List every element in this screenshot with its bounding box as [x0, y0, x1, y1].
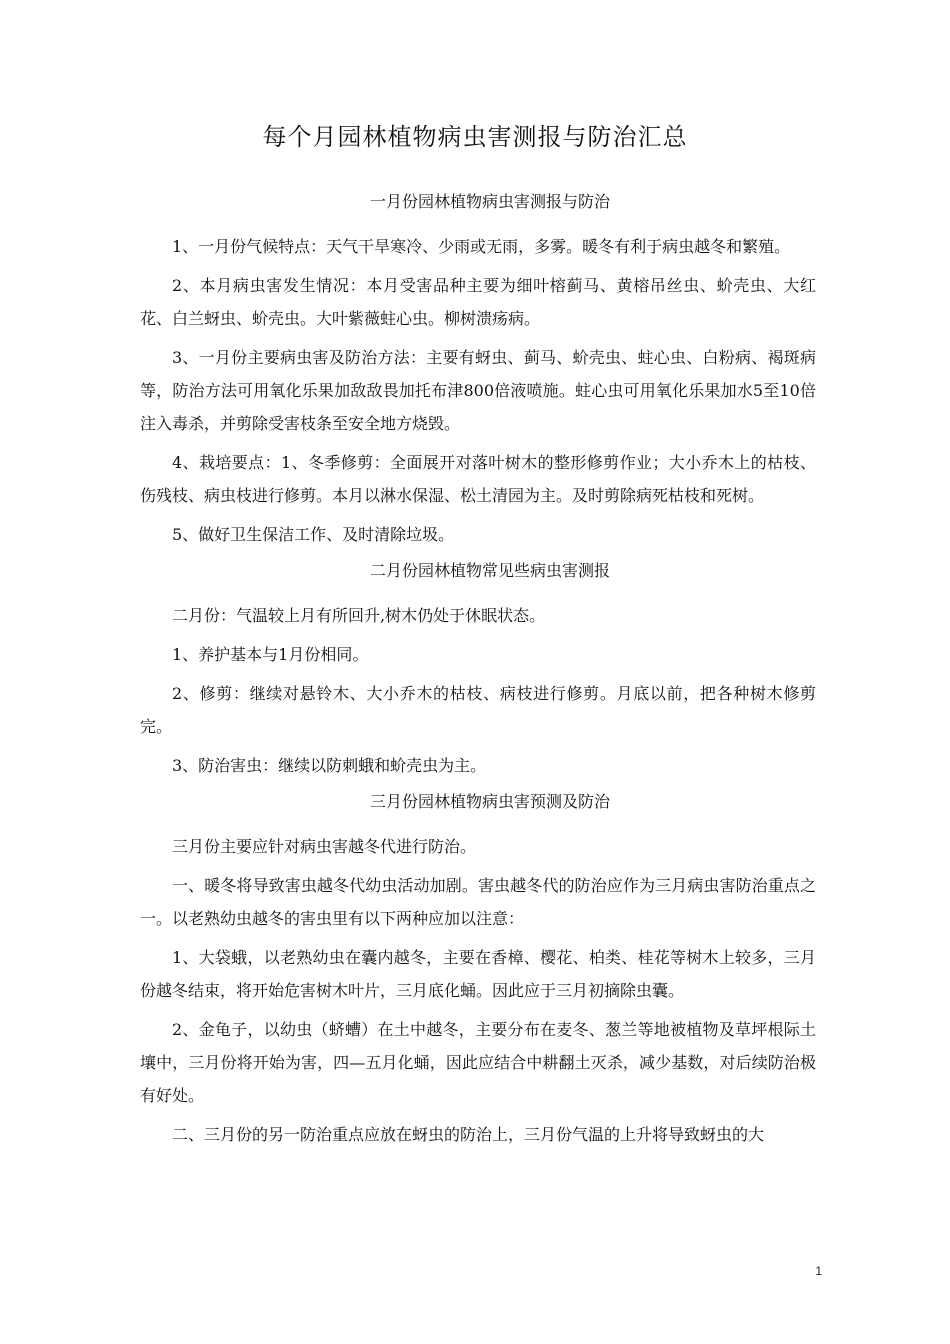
section-january — [140, 190, 816, 551]
paragraph: 2、本月病虫害发生情况：本月受害品种主要为细叶榕蓟马、黄榕吊丝虫、蚧壳虫、大红花、白兰蚜虫、蚧壳虫。大叶紫薇蛀心虫。柳树溃疡病。 — [140, 276, 816, 328]
paragraph: 三月份主要应针对病虫害越冬代进行防治。 — [172, 837, 477, 856]
paragraph: 二、三月份的另一防治重点应放在蚜虫的防治上，三月份气温的上升将导致蚜虫的大 — [172, 1125, 765, 1144]
paragraph: 3、防治害虫：继续以防刺蛾和蚧壳虫为主。 — [172, 756, 487, 775]
section-heading: 三月份园林植物病虫害预测及防治 — [369, 792, 610, 811]
paragraph: 2、修剪：继续对悬铃木、大小乔木的枯枝、病枝进行修剪。月底以前，把各种树木修剪完。 — [140, 684, 816, 736]
section-heading: 一月份园林植物病虫害测报与防治 — [369, 192, 610, 211]
document-body — [140, 190, 816, 1157]
paragraph: 3、一月份主要病虫害及防治方法：主要有蚜虫、蓟马、蚧壳虫、蛀心虫、白粉病、褐斑病等，防治方法可用氧化乐果加敌敌畏加托布津800倍液喷施。蛀心虫可用氧化乐果加水5至10倍注入毒杀，并剪除受害枝条至安全地方烧毁。 — [140, 348, 816, 433]
section-march — [140, 790, 816, 1151]
section-heading: 二月份园林植物常见些病虫害测报 — [369, 561, 610, 580]
paragraph: 一、暖冬将导致害虫越冬代幼虫活动加剧。害虫越冬代的防治应作为三月病虫害防治重点之一。以老熟幼虫越冬的害虫里有以下两种应加以注意： — [140, 876, 816, 928]
page-number: 1 — [815, 1264, 822, 1278]
paragraph: 1、大袋蛾，以老熟幼虫在囊内越冬，主要在香樟、樱花、柏类、桂花等树木上较多，三月份越冬结束，将开始危害树木叶片，三月底化蛹。因此应于三月初摘除虫囊。 — [140, 948, 816, 1000]
paragraph: 1、养护基本与1月份相同。 — [172, 645, 369, 664]
paragraph: 1、一月份气候特点：天气干旱寒冷、少雨或无雨，多雾。暖冬有利于病虫越冬和繁殖。 — [172, 237, 791, 256]
paragraph: 二月份：气温较上月有所回升,树木仍处于休眠状态。 — [172, 606, 546, 625]
paragraph: 4、栽培要点：1、冬季修剪：全面展开对落叶树木的整形修剪作业；大小乔木上的枯枝、伤残枝、病虫枝进行修剪。本月以淋水保湿、松土清园为主。及时剪除病死枯枝和死树。 — [140, 453, 816, 505]
paragraph: 2、金龟子，以幼虫（蛴螬）在土中越冬，主要分布在麦冬、葱兰等地被植物及草坪根际土壤中，三月份将开始为害，四—五月化蛹，因此应结合中耕翻土灭杀，减少基数，对后续防治极有好处。 — [140, 1020, 816, 1105]
section-february — [140, 559, 816, 782]
document-title: 每个月园林植物病虫害测报与防治汇总 — [262, 123, 688, 151]
paragraph: 5、做好卫生保洁工作、及时清除垃圾。 — [172, 525, 455, 544]
